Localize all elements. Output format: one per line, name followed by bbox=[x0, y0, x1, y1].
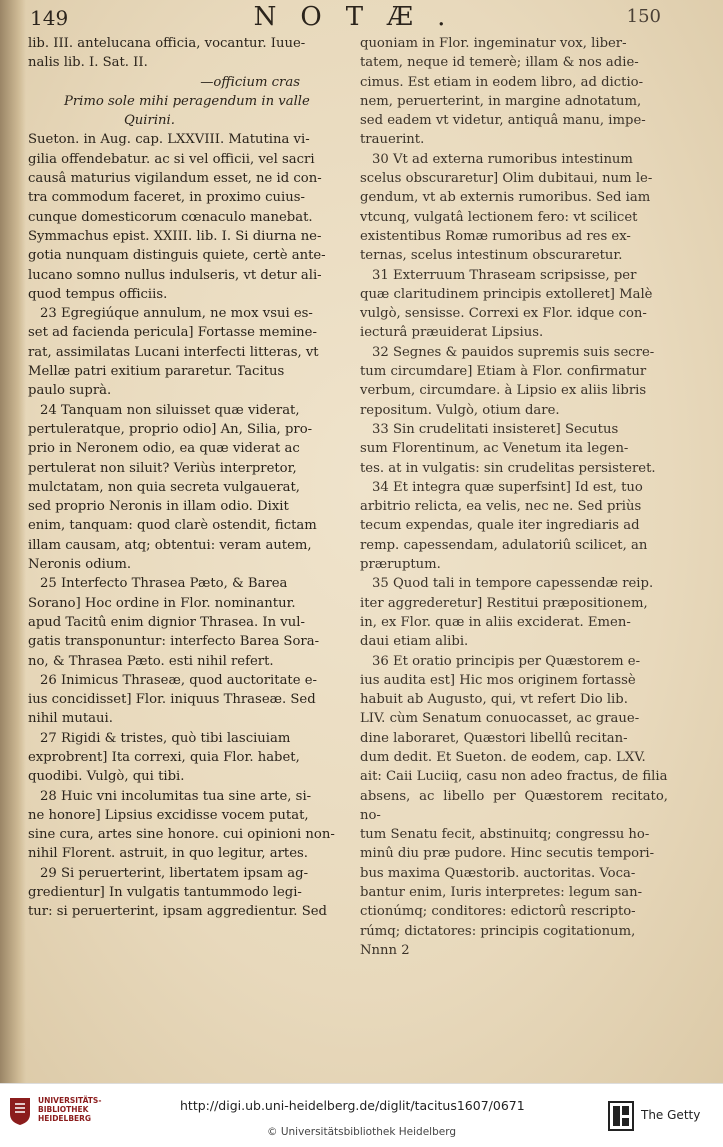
text-line: Sorano] Hoc ordine in Flor. nominantur. bbox=[28, 595, 296, 611]
library-name-line: UNIVERSITÄTS- bbox=[38, 1096, 102, 1105]
text-column-right bbox=[360, 34, 668, 960]
text-line: iecturâ præuiderat Lipsius. bbox=[360, 325, 544, 341]
text-line: dum dedit. Et Sueton. de eodem, cap. LXV. bbox=[360, 749, 646, 765]
text-line: nihil Florent. astruit, in quo legitur, artes. bbox=[28, 846, 308, 862]
text-line: tur: si peruerterint, ipsam aggredientur. Sed bbox=[28, 904, 327, 920]
university-seal-icon[interactable] bbox=[8, 1096, 32, 1126]
text-line: pertuleratque, proprio odio] An, Silia, pro- bbox=[28, 421, 313, 437]
text-line: sine cura, artes sine honore. cui opinioni non- bbox=[28, 827, 335, 843]
text-line: gilia offendebatur. ac si vel officii, vel sacri bbox=[28, 151, 315, 167]
text-line: nihil mutaui. bbox=[28, 711, 113, 727]
running-head-title: NOTÆ. bbox=[253, 2, 470, 32]
text-line: cimus. Est etiam in eodem libro, ad dictio- bbox=[360, 74, 644, 90]
text-line: 24 Tanquam non siluisset quæ viderat, bbox=[40, 402, 300, 418]
text-line: LIV. cùm Senatum conuocasset, ac graue- bbox=[360, 711, 640, 727]
permalink-url[interactable]: http://digi.ub.uni-heidelberg.de/diglit/tacitus1607/0671 bbox=[180, 1098, 525, 1113]
text-line: nem, peruerterint, in margine adnotatum, bbox=[360, 93, 642, 109]
text-line: dine laboraret, Quæstori libellû recitan- bbox=[360, 730, 628, 746]
text-line: sum Florentinum, ac Venetum ita legen- bbox=[360, 441, 629, 457]
text-line: 34 Et integra quæ superfsint] Id est, tuo bbox=[372, 479, 643, 495]
library-name[interactable] bbox=[38, 1096, 101, 1123]
verse-line: Primo sole mihi peragendum in valle bbox=[64, 93, 310, 109]
text-line: 31 Exterruum Thraseam scripsisse, per bbox=[372, 267, 637, 283]
text-line: vulgò, sensisse. Correxi ex Flor. idque con- bbox=[360, 306, 647, 322]
text-line: sed proprio Neronis in illam odio. Dixit bbox=[28, 499, 289, 515]
text-line: gendum, vt ab externis rumoribus. Sed iam bbox=[360, 190, 651, 206]
text-line: Symmachus epist. XXIII. lib. I. Si diurna ne- bbox=[28, 228, 322, 244]
text-line: no, & Thrasea Pæto. esti nihil refert. bbox=[28, 653, 274, 669]
text-line: 23 Egregiúque annulum, ne mox vsui es- bbox=[40, 306, 313, 322]
text-line: 30 Vt ad externa rumoribus intestinum bbox=[372, 151, 633, 167]
text-line: sed eadem vt videtur, antiquâ manu, impe- bbox=[360, 113, 646, 129]
text-line: vtcunq, vulgatâ lectionem fero: vt scilicet bbox=[360, 209, 638, 225]
text-line: 26 Inimicus Thraseæ, quod auctoritate e- bbox=[40, 672, 317, 688]
text-line: arbitrio relicta, ea velis, nec ne. Sed priùs bbox=[360, 499, 642, 515]
text-line: 25 Interfecto Thrasea Pæto, & Barea bbox=[40, 576, 288, 592]
text-line: scelus obscuraretur] Olim dubitaui, num le- bbox=[360, 171, 653, 187]
text-line: quod tempus officiis. bbox=[28, 286, 168, 302]
text-line: lucano somno nullus indulseris, vt detur ali- bbox=[28, 267, 322, 283]
text-line: pertulerat non siluit? Veriùs interpretor, bbox=[28, 460, 297, 476]
text-line: minû diu præ pudore. Hinc secutis tempori- bbox=[360, 846, 655, 862]
text-line: 36 Et oratio principis per Quæstorem e- bbox=[372, 653, 641, 669]
text-line: tra commodum faceret, in proximo cuius- bbox=[28, 190, 305, 206]
viewer-footer bbox=[0, 1083, 723, 1147]
text-line: 28 Huic vni incolumitas tua sine arte, si- bbox=[40, 788, 312, 804]
text-line: repositum. Vulgò, otium dare. bbox=[360, 402, 560, 418]
text-line: 35 Quod tali in tempore capessendæ reip. bbox=[372, 576, 654, 592]
library-name-line: BIBLIOTHEK bbox=[38, 1105, 89, 1114]
text-line: 33 Sin crudelitati insisteret] Secutus bbox=[372, 421, 619, 437]
text-line: bus maxima Quæstorib. auctoritas. Voca- bbox=[360, 865, 636, 881]
text-line: enim, tanquam: quod clarè ostendit, fictam bbox=[28, 518, 317, 534]
text-line: trauerint. bbox=[360, 132, 425, 148]
text-line: in, ex Flor. quæ in aliis exciderat. Emen- bbox=[360, 614, 631, 630]
text-line: 29 Si peruerterint, libertatem ipsam ag- bbox=[40, 865, 309, 881]
text-line: rúmq; dictatores: principis cogitationum, bbox=[360, 923, 636, 939]
text-line: Neronis odium. bbox=[28, 557, 132, 573]
text-line: daui etiam alibi. bbox=[360, 634, 469, 650]
text-line: ternas, scelus intestinum obscuraretur. bbox=[360, 248, 623, 264]
text-line: tecum expendas, quale iter ingrediaris ad bbox=[360, 518, 640, 534]
text-line: habuit ab Augusto, qui, vt refert Dio lib. bbox=[360, 692, 628, 708]
text-line: 27 Rigidi & tristes, quò tibi lasciuiam bbox=[40, 730, 291, 746]
text-line: præruptum. bbox=[360, 557, 441, 573]
getty-name[interactable]: The Getty bbox=[641, 1108, 701, 1122]
text-line: gatis transponuntur: interfecto Barea Sora- bbox=[28, 634, 320, 650]
verse-line: —officium cras bbox=[200, 74, 300, 90]
text-line: set ad facienda pericula] Fortasse memine- bbox=[28, 325, 317, 341]
text-line: Mellæ patri exitium pararetur. Tacitus bbox=[28, 364, 285, 380]
text-line: exprobrent] Ita correxi, quia Flor. habet, bbox=[28, 749, 300, 765]
text-line: paulo suprà. bbox=[28, 383, 112, 399]
library-name-line: HEIDELBERG bbox=[38, 1114, 92, 1123]
text-line: nalis lib. I. Sat. II. bbox=[28, 55, 148, 71]
text-line: illam causam, atq; obtentui: veram autem, bbox=[28, 537, 312, 553]
text-line: absens, ac libello per Quæstorem recitato, no- bbox=[360, 788, 668, 823]
text-line: quodibi. Vulgò, qui tibi. bbox=[28, 769, 185, 785]
text-line: tum Senatu fecit, abstinuitq; congressu ho- bbox=[360, 827, 650, 843]
text-line: cunque domesticorum cœnaculo manebat. bbox=[28, 209, 313, 225]
page-number-left: 149 bbox=[30, 6, 69, 30]
book-gutter bbox=[0, 0, 26, 1083]
text-line: lib. III. antelucana officia, vocantur. Iuue- bbox=[28, 36, 306, 51]
text-line: prio in Neronem odio, ea quæ viderat ac bbox=[28, 441, 300, 457]
text-line: tum circumdare] Etiam à Flor. confirmatur bbox=[360, 364, 647, 380]
text-line: apud Tacitû enim dignior Thrasea. In vul- bbox=[28, 614, 305, 630]
text-line: ctionúmq; conditores: edictorû rescripto- bbox=[360, 904, 636, 920]
text-line: causâ maturius vigilandum esset, ne id con- bbox=[28, 171, 322, 187]
text-line: quæ claritudinem principis extolleret] Malè bbox=[360, 286, 653, 302]
signature-mark: Nnnn 2 bbox=[360, 942, 410, 958]
text-line: gredientur] In vulgatis tantummodo legi- bbox=[28, 885, 302, 901]
text-line: mulctatam, non quia secreta vulgauerat, bbox=[28, 479, 300, 495]
text-line: remp. capessendam, adulatoriû scilicet, an bbox=[360, 537, 648, 553]
text-line: ne honore] Lipsius excidisse vocem putat, bbox=[28, 807, 309, 823]
text-line: Sueton. in Aug. cap. LXXVIII. Matutina vi- bbox=[28, 132, 310, 148]
page-number-right: 150 bbox=[626, 6, 661, 27]
text-line: 32 Segnes & pauidos supremis suis secre- bbox=[372, 344, 655, 360]
text-line: quoniam in Flor. ingeminatur vox, liber- bbox=[360, 36, 627, 51]
text-line: gotia nunquam distinguis quiete, certè ante- bbox=[28, 248, 326, 264]
text-line: rat, assimilatas Lucani interfecti litteras, vt bbox=[28, 344, 319, 360]
text-line: verbum, circumdare. à Lipsio ex aliis libris bbox=[360, 383, 647, 399]
text-line: tes. at in vulgatis: sin crudelitas persisteret. bbox=[360, 460, 656, 476]
text-line: tatem, neque id temerè; illam & nos adie- bbox=[360, 55, 639, 71]
text-line: bantur enim, Iuris interpretes: legum san- bbox=[360, 885, 643, 901]
text-column-left bbox=[28, 34, 336, 922]
text-line: ius audita est] Hic mos originem fortassè bbox=[360, 672, 636, 688]
text-line: iter aggrederetur] Restitui præpositionem, bbox=[360, 595, 648, 611]
text-line: existentibus Romæ rumoribus ad res ex- bbox=[360, 228, 631, 244]
text-line: ius concidisset] Flor. iniquus Thraseæ. Sed bbox=[28, 692, 316, 708]
verse-line: Quirini. bbox=[124, 113, 175, 129]
copyright-notice: © Universitätsbibliothek Heidelberg bbox=[266, 1126, 456, 1138]
getty-logo-icon[interactable] bbox=[607, 1100, 635, 1132]
text-line: ait: Caii Luciiq, casu non adeo fractus, de filia bbox=[360, 769, 668, 785]
